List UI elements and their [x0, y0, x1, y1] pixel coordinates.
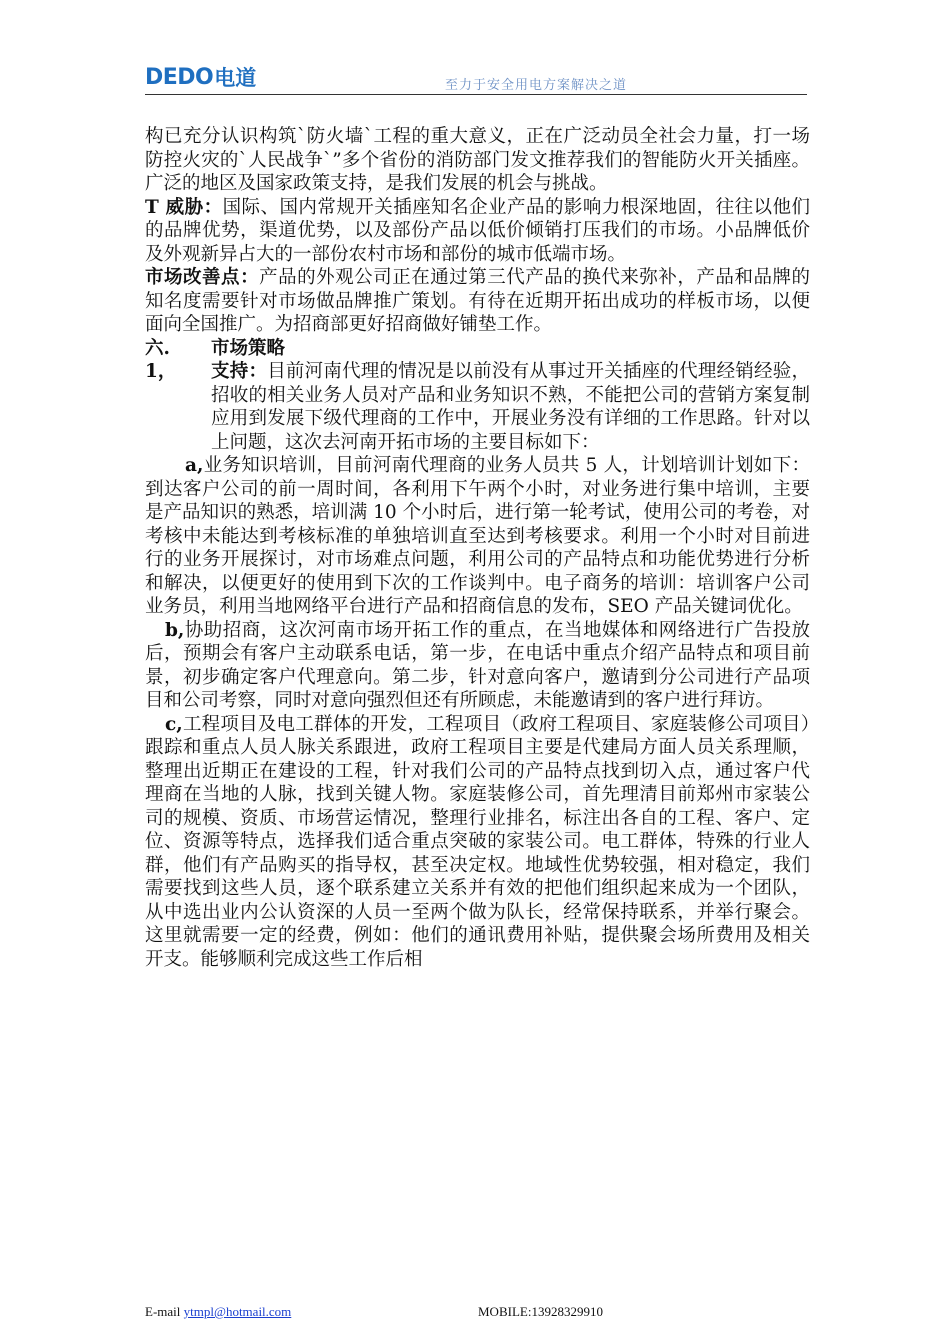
item-c-label: c, — [165, 713, 183, 735]
section-number: 六. — [145, 337, 170, 359]
page-footer — [145, 1304, 810, 1320]
paragraph-opportunity: 构已充分认识构筑`防火墙`工程的重大意义，正在广泛动员全社会力量，打一场防控火灾的`人民战争`”多个省份的消防部门发文推荐我们的智能防火开关插座。广泛的地区及国家政策支持，是我们发展的机会与挑战。 — [145, 126, 810, 194]
document-body — [145, 125, 810, 971]
paragraph-threat — [145, 196, 810, 267]
paragraph-item-c — [145, 713, 810, 972]
item-b-label: b, — [165, 619, 185, 641]
support-text: 目前河南代理的情况是以前没有从事过开关插座的代理经销经验，招收的相关业务人员对产品和业务知识不熟，不能把公司的营销方案复制应用到发展下级代理商的工作中，开展业务没有详细的工作思路。针对以上问题，这次去河南开拓市场的主要目标如下： — [211, 361, 810, 453]
company-logo — [145, 64, 256, 90]
mobile-number: MOBILE:13928329910 — [478, 1304, 603, 1319]
item-c-text: 工程项目及电工群体的开发，工程项目（政府工程项目、家庭装修公司项目）跟踪和重点人员人脉关系跟进，政府工程项目主要是代建局方面人员关系理顺，整理出近期正在建设的工程，针对我们公司的产品特点找到切入点，通过客户代理商在当地的人脉，找到关键人物。家庭装修公司，首先理清目前郑州市家装公司的规模、资质、市场营运情况，整理行业排名，标注出各自的工程、客户、定位、资源等特点，选择我们适合重点突破的家装公司。电工群体，特殊的行业人群，他们有产品购买的指导权，甚至决定权。地域性优势较强，相对稳定，我们需要找到这些人员，逐个联系建立关系并有效的把他们组织起来成为一个团队，从中选出业内公认资深的人员一至两个做为队长，经常保持联系，并举行聚会。这里就需要一定的经费，例如：他们的通讯费用补贴，提供聚会场所费用及相关开支。能够顺利完成这些工作后相 — [145, 713, 810, 970]
section-heading — [145, 337, 810, 361]
email-link[interactable]: ytmpl@hotmail.com — [183, 1304, 292, 1319]
header-slogan: 至力于安全用电方案解决之道 — [445, 78, 628, 93]
item-a-text: 业务知识培训，目前河南代理商的业务人员共 5 人，计划培训计划如下：到达客户公司的前一周时间，各利用下午两个小时，对业务进行集中培训，主要是产品知识的熟悉，培训满 10 个小时后，进行第一轮考试，使用公司的考卷，对考核中未能达到考核标准的单独培训直至达到考核要求。利用一个小时对目前进行的业务开展探讨，对市场难点问题，利用公司的产品特点和功能优势进行分析和解决，以便更好的使用到下次的工作谈判中。电子商务的培训：培训客户公司业务员，利用当地网络平台进行产品和招商信息的发布，SEO 产品关键词优化。 — [145, 455, 810, 617]
item-support-text-block — [211, 360, 810, 454]
item-number: 1， — [145, 361, 177, 382]
logo-english-text: DEDO — [145, 64, 214, 90]
logo-chinese-text: 电道 — [214, 66, 257, 90]
list-item-support — [145, 360, 810, 454]
email-label: E-mail — [145, 1304, 184, 1319]
paragraph-item-b — [145, 619, 810, 713]
improvement-text: 产品的外观公司正在通过第三代产品的换代来弥补，产品和品牌的知名度需要针对市场做品牌推广策划。有待在近期开拓出成功的样板市场，以便面向全国推广。为招商部更好招商做好铺垫工作。 — [145, 267, 810, 335]
item-b-text: 协助招商，这次河南市场开拓工作的重点，在当地媒体和网络进行广告投放后，预期会有客户主动联系电话，第一步，在电话中重点介绍产品特点和项目前景，初步确定客户代理意向。第二步，针对意向客户，邀请到分公司进行产品项目和公司考察，同时对意向强烈但还有所顾虑，未能邀请到的客户进行拜访。 — [145, 619, 810, 711]
paragraph-improvement — [145, 266, 810, 337]
page-header — [145, 62, 807, 95]
support-label: 支持： — [211, 361, 268, 382]
improvement-label: 市场改善点： — [145, 267, 260, 288]
section-title: 市场策略 — [211, 337, 286, 359]
threat-label: T 威胁： — [145, 196, 223, 218]
threat-text: 国际、国内常规开关插座知名企业产品的影响力根深地固，往往以他们的品牌优势，渠道优势，以及部份产品以低价倾销打压我们的市场。小品牌低价及外观新异占大的一部份农村市场和部份的城市低端市场。 — [145, 196, 810, 265]
item-a-label: a, — [185, 455, 204, 476]
paragraph-item-a — [145, 454, 810, 619]
